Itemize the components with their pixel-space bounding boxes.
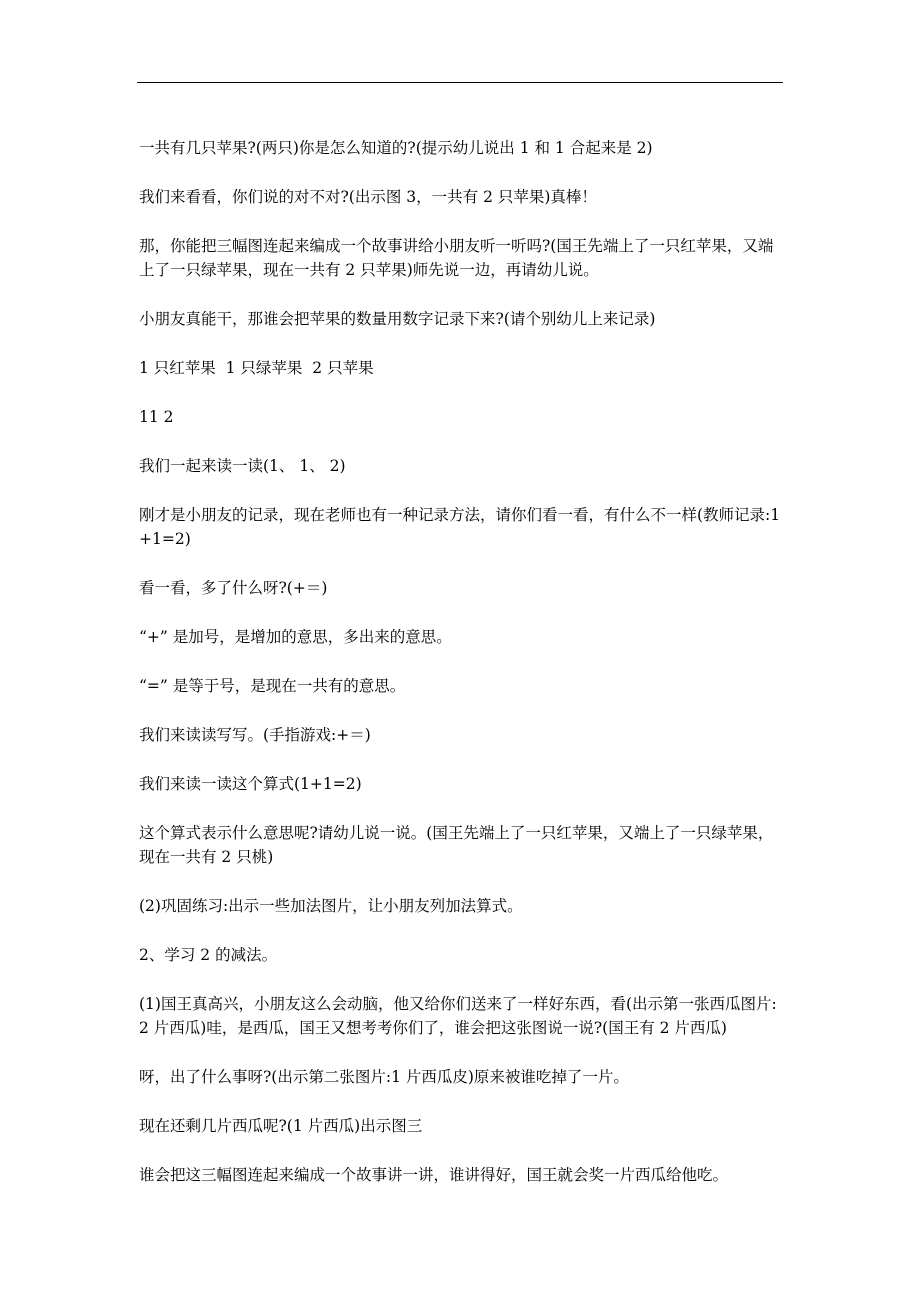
paragraph: 小朋友真能干，那谁会把苹果的数量用数字记录下来?(请个别幼儿上来记录) xyxy=(139,310,656,328)
paragraph: 现在还剩几片西瓜呢?(1 片西瓜)出示图三 xyxy=(139,1117,423,1135)
paragraph: 一共有几只苹果?(两只)你是怎么知道的?(提示幼儿说出 1 和 1 合起来是 2) xyxy=(139,139,653,157)
paragraph: 这个算式表示什么意思呢?请幼儿说一说。(国王先端上了一只红苹果，又端上了一只绿苹果，现在一共有 2 只桃) xyxy=(139,824,774,866)
paragraph: (1)国王真高兴，小朋友这么会动脑，他又给你们送来了一样好东西，看(出示第一张西瓜图片:2 片西瓜)哇，是西瓜，国王又想考考你们了，谁会把这张图说一说?(国王有 2 片西瓜) xyxy=(139,995,777,1037)
paragraph: 刚才是小朋友的记录，现在老师也有一种记录方法，请你们看一看，有什么不一样(教师记录:1+1=2) xyxy=(139,506,781,548)
paragraph: 我们来看看，你们说的对不对?(出示图 3，一共有 2 只苹果)真棒！ xyxy=(139,188,597,206)
paragraph: 呀，出了什么事呀?(出示第二张图片:1 片西瓜皮)原来被谁吃掉了一片。 xyxy=(139,1068,629,1086)
paragraph: 2、学习 2 的减法。 xyxy=(139,946,278,964)
paragraph: 11 2 xyxy=(139,408,174,426)
paragraph: “=” 是等于号，是现在一共有的意思。 xyxy=(139,677,406,695)
paragraph: “+” 是加号，是增加的意思，多出来的意思。 xyxy=(139,628,452,646)
paragraph: 谁会把这三幅图连起来编成一个故事讲一讲，谁讲得好，国王就会奖一片西瓜给他吃。 xyxy=(139,1166,729,1184)
document-body xyxy=(139,136,784,1212)
paragraph: 我们一起来读一读(1、 1、 2) xyxy=(139,457,346,475)
header-rule xyxy=(137,82,783,83)
paragraph: 看一看，多了什么呀?(+＝) xyxy=(139,579,328,597)
paragraph: (2)巩固练习:出示一些加法图片，让小朋友列加法算式。 xyxy=(139,897,523,915)
paragraph: 我们来读读写写。(手指游戏:+＝) xyxy=(139,726,371,744)
paragraph: 我们来读一读这个算式(1+1=2) xyxy=(139,775,362,793)
paragraph: 那，你能把三幅图连起来编成一个故事讲给小朋友听一听吗?(国王先端上了一只红苹果，又端上了一只绿苹果，现在一共有 2 只苹果)师先说一边，再请幼儿说。 xyxy=(139,237,774,279)
paragraph: 1 只红苹果 1 只绿苹果 2 只苹果 xyxy=(139,359,374,377)
